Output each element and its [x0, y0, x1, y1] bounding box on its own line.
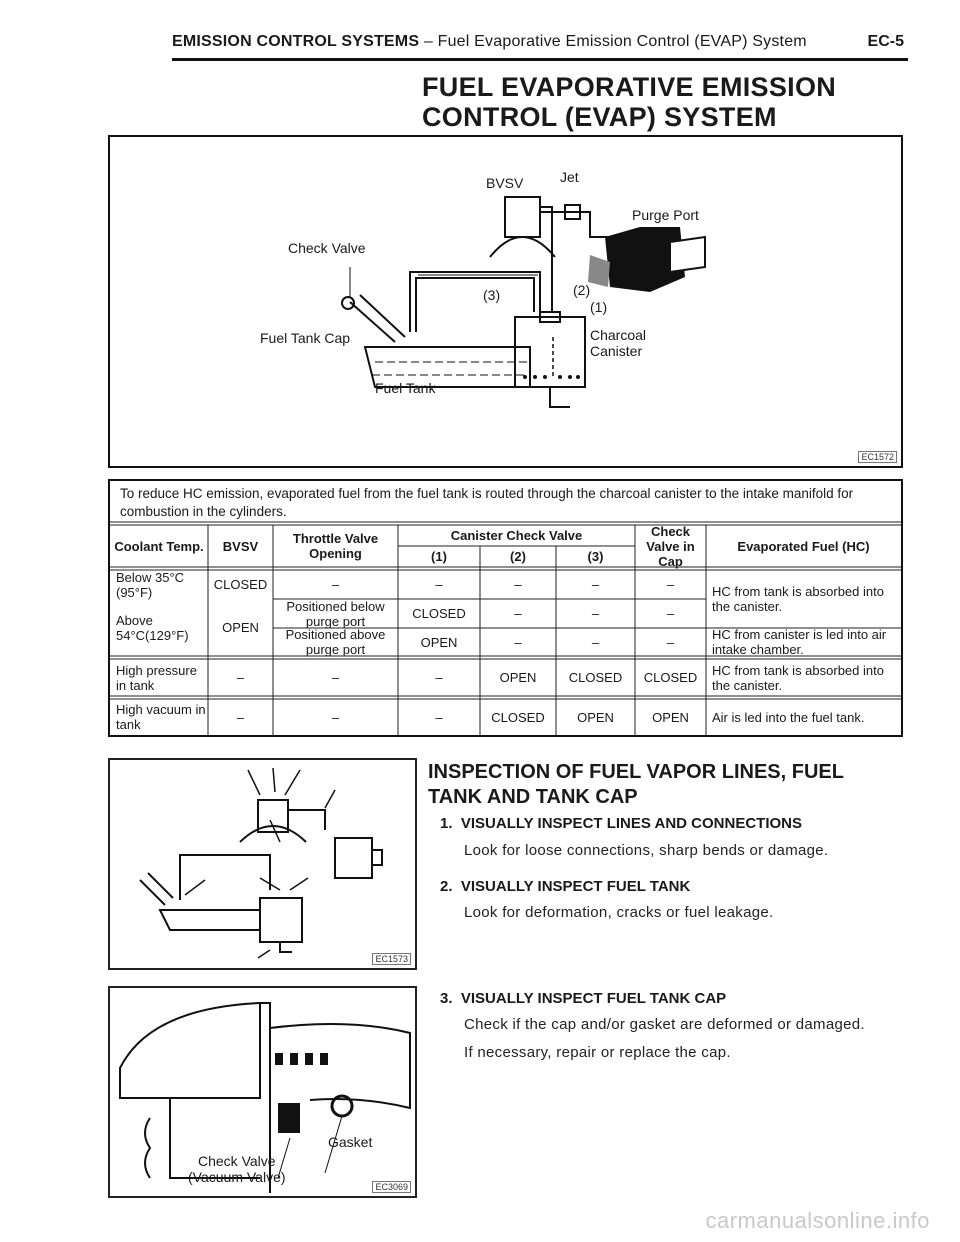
- step-2-heading: 2. VISUALLY INSPECT FUEL TANK: [440, 878, 691, 895]
- r3-c2: –: [514, 634, 522, 650]
- th-throttle: Throttle Valve Opening: [292, 531, 379, 561]
- r4-c3: CLOSED: [568, 670, 623, 685]
- tank-cap-figure: [108, 986, 417, 1198]
- step-2-text: Look for deformation, cracks or fuel leakage.: [464, 904, 774, 921]
- evap-system-diagram: [108, 135, 903, 468]
- th-col-1: (1): [431, 549, 447, 564]
- r3-c3: –: [591, 634, 600, 650]
- figure-code: EC3069: [372, 1181, 411, 1193]
- r2-c1: CLOSED: [412, 606, 466, 621]
- r2-throttle: Positioned below purge port: [286, 598, 385, 629]
- header-section: EMISSION CONTROL SYSTEMS – Fuel Evaporative Emission Control (EVAP) System: [172, 33, 807, 50]
- th-check-valve-cap: Check Valve in Cap: [646, 523, 695, 569]
- charcoal-label: Charcoal: [590, 327, 647, 343]
- callout-1: (1): [590, 299, 608, 315]
- r1-coolant: Below 35°C (95°F): [116, 569, 185, 600]
- th-coolant: Coolant Temp.: [114, 538, 204, 554]
- evap-operation-table: [108, 479, 903, 737]
- callout-3: (3): [483, 287, 501, 303]
- page-number: EC-5: [867, 33, 904, 50]
- fuel-tank-cap-label: Fuel Tank Cap: [260, 330, 351, 346]
- th-bvsv: BVSV: [222, 538, 259, 554]
- fuel-tank-label: Fuel Tank: [375, 380, 436, 396]
- title-line-2: CONTROL (EVAP) SYSTEM: [422, 102, 777, 132]
- r4-bvsv: –: [236, 670, 245, 685]
- inspection-title-line-2: TANK AND TANK CAP: [428, 786, 638, 808]
- inspection-title: [428, 760, 908, 810]
- jet-label: Jet: [560, 169, 579, 185]
- r2-c3: –: [591, 606, 600, 621]
- vapor-lines-drawing: [110, 760, 415, 968]
- filler-neck: [350, 295, 405, 342]
- purge-port-label: Purge Port: [632, 207, 699, 223]
- r3-c1: OPEN: [420, 634, 458, 650]
- r5-c3: OPEN: [577, 709, 614, 725]
- page-header: [172, 30, 908, 61]
- check-valve-label: Check Valve: [288, 240, 366, 256]
- r3-bvsv: OPEN: [222, 620, 259, 635]
- r5-bvsv: –: [236, 709, 245, 725]
- step-3-text-2: If necessary, repair or replace the cap.: [464, 1044, 731, 1061]
- vapor-lines-figure: [108, 758, 417, 970]
- evap-row-4: HC from tank is absorbed into the canister.: [712, 662, 884, 693]
- evap-row-3: HC from canister is led into air intake chamber.: [712, 627, 887, 657]
- r2-c2: –: [514, 606, 522, 621]
- step-1-heading: 1. VISUALLY INSPECT LINES AND CONNECTIONS: [440, 815, 803, 832]
- r3-cap: –: [666, 634, 675, 650]
- table-intro: To reduce HC emission, evaporated fuel from the fuel tank is routed through the charcoal canister to the intake manifold for combustion in the cylinders.: [120, 486, 854, 519]
- title-line-1: FUEL EVAPORATIVE EMISSION: [422, 72, 837, 102]
- figure-code: EC1572: [858, 451, 897, 463]
- th-canister-check: Canister Check Valve: [450, 528, 583, 543]
- r4-throttle: –: [331, 670, 340, 685]
- r2-cap: –: [666, 606, 675, 621]
- r4-c1: –: [435, 670, 443, 685]
- r5-throttle: –: [331, 709, 340, 725]
- bvsv-shape: [505, 197, 540, 237]
- canister-label: Canister: [590, 343, 643, 359]
- check-valve-label: Check Valve: [198, 1153, 276, 1169]
- r1-c1: –: [435, 577, 443, 592]
- figure-code: EC1573: [372, 953, 411, 965]
- gasket-label: Gasket: [328, 1134, 373, 1150]
- vacuum-valve-label: (Vacuum Valve): [188, 1169, 286, 1185]
- r4-coolant: High pressure in tank: [116, 662, 197, 693]
- r3-throttle: Positioned above purge port: [285, 627, 386, 657]
- r5-coolant: High vacuum in tank: [116, 702, 206, 732]
- inspection-title-line-1: INSPECTION OF FUEL VAPOR LINES, FUEL: [428, 761, 844, 783]
- r5-c2: CLOSED: [491, 709, 545, 725]
- th-col-2: (2): [510, 549, 526, 564]
- page-title: [422, 72, 902, 132]
- callout-2: (2): [573, 282, 591, 298]
- r4-c2: OPEN: [499, 670, 537, 685]
- r1-c3: –: [591, 577, 600, 592]
- r1-c2: –: [514, 577, 522, 592]
- r4-cap: CLOSED: [643, 670, 698, 685]
- th-col-3: (3): [587, 549, 604, 564]
- watermark: carmanualsonline.info: [705, 1208, 930, 1233]
- evap-rows-1-2: HC from tank is absorbed into the canister.: [712, 584, 884, 614]
- r5-c1: –: [435, 709, 443, 725]
- th-evap-fuel: Evaporated Fuel (HC): [737, 538, 870, 554]
- evap-row-5: Air is led into the fuel tank.: [712, 709, 865, 725]
- r1-throttle: –: [331, 577, 340, 592]
- bvsv-label: BVSV: [486, 175, 524, 191]
- r1-cap: –: [666, 577, 675, 592]
- r5-cap: OPEN: [652, 709, 689, 725]
- r3-coolant: Above 54°C(129°F): [116, 612, 189, 643]
- step-1-text: Look for loose connections, sharp bends or damage.: [464, 842, 829, 859]
- step-3-text: Check if the cap and/or gasket are deformed or damaged.: [464, 1016, 865, 1033]
- step-3-heading: 3. VISUALLY INSPECT FUEL TANK CAP: [440, 990, 727, 1007]
- r1-bvsv: CLOSED: [213, 577, 268, 592]
